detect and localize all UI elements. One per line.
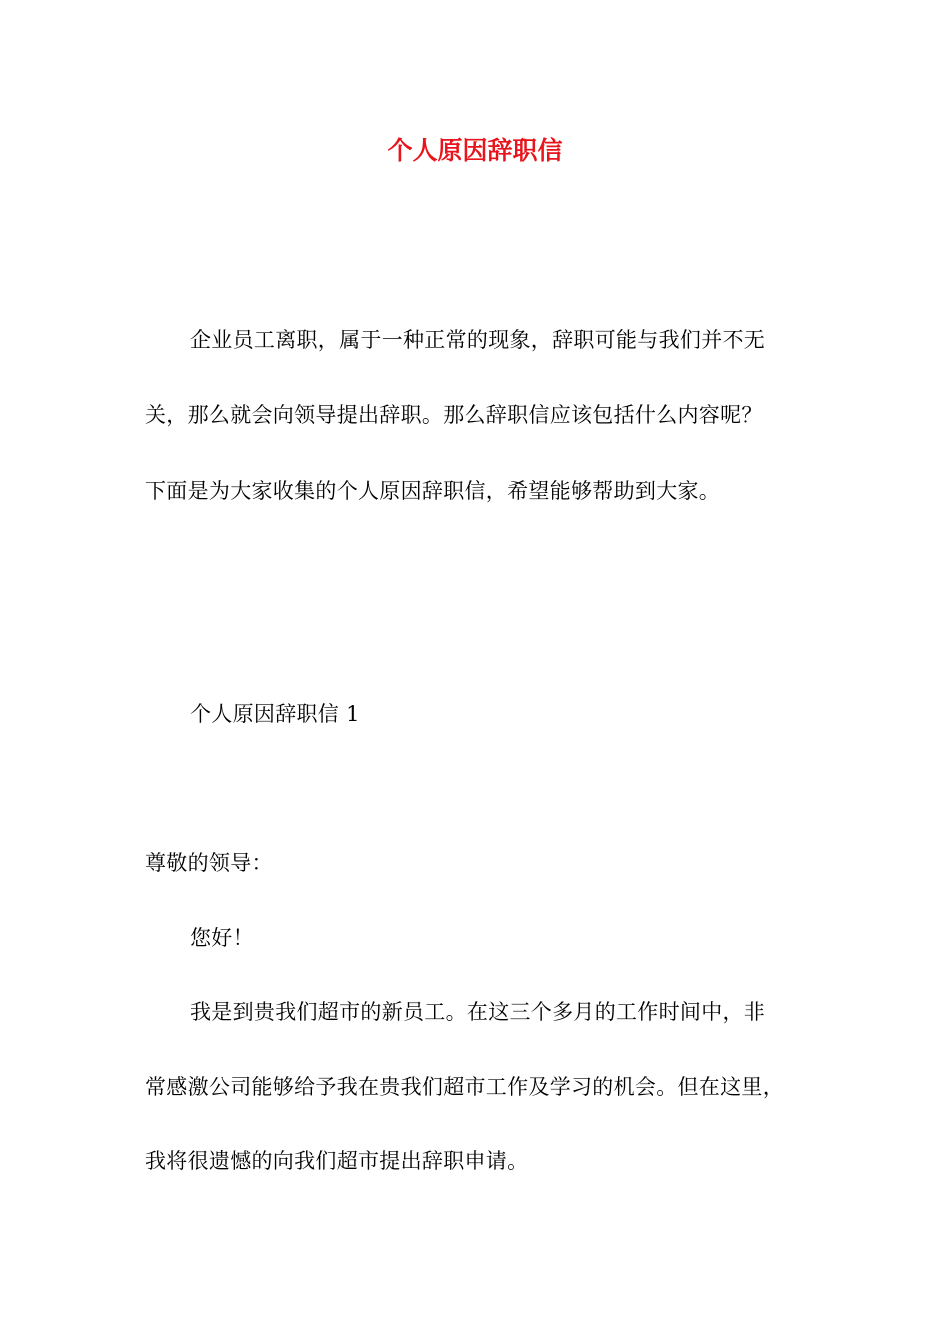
section-heading: 个人原因辞职信 1 — [190, 702, 360, 726]
document-title: 个人原因辞职信 — [387, 136, 563, 165]
body-line-2: 常感激公司能够给予我在贵我们超市工作及学习的机会。但在这里， — [145, 1075, 784, 1099]
intro-line-2: 关，那么就会向领导提出辞职。那么辞职信应该包括什么内容呢？ — [145, 403, 763, 427]
body-line-1: 我是到贵我们超市的新员工。在这三个多月的工作时间中，非 — [190, 1000, 766, 1024]
salutation: 尊敬的领导： — [145, 851, 273, 875]
greeting: 您好！ — [190, 926, 254, 950]
intro-line-1: 企业员工离职，属于一种正常的现象，辞职可能与我们并不无 — [190, 328, 766, 352]
body-line-3: 我将很遗憾的向我们超市提出辞职申请。 — [145, 1149, 529, 1173]
intro-line-3: 下面是为大家收集的个人原因辞职信，希望能够帮助到大家。 — [145, 479, 721, 503]
